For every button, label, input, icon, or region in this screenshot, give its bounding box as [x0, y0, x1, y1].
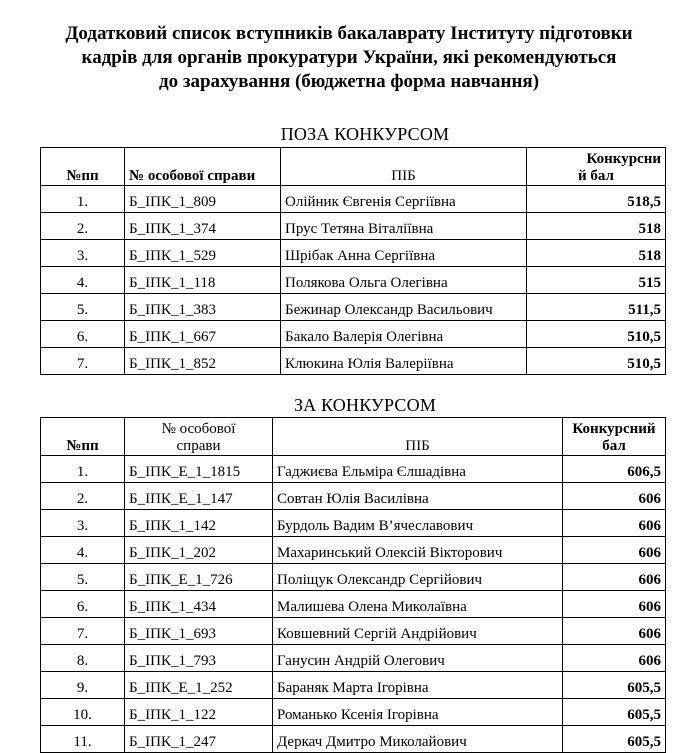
row-score: 518: [527, 213, 666, 240]
row-number: 1.: [41, 186, 125, 213]
row-number: 2.: [41, 213, 125, 240]
row-score: 606: [563, 537, 666, 564]
table-row: [41, 726, 666, 753]
row-full-name: Деркач Дмитро Миколайович: [273, 726, 563, 753]
row-number: 6.: [41, 321, 125, 348]
row-number: 7.: [41, 348, 125, 375]
header-score-line-1: Конкурсни: [586, 151, 661, 167]
row-case-number: Б_ІПК_Е_1_1815: [125, 456, 273, 483]
table-row: [41, 213, 666, 240]
row-full-name: Полякова Ольга Олегівна: [281, 267, 527, 294]
row-full-name: Бараняк Марта Ігорівна: [273, 672, 563, 699]
row-score: 606: [563, 618, 666, 645]
row-full-name: Поліщук Олександр Сергійович: [273, 564, 563, 591]
row-case-number: Б_ІПК_1_142: [125, 510, 273, 537]
table-row: [41, 456, 666, 483]
row-score: 605,5: [563, 699, 666, 726]
row-case-number: Б_ІПК_1_247: [125, 726, 273, 753]
table-row: [41, 699, 666, 726]
row-score: 606: [563, 564, 666, 591]
row-number: 4.: [41, 537, 125, 564]
row-score: 510,5: [527, 348, 666, 375]
table-row: [41, 645, 666, 672]
row-full-name: Махаринський Олексій Вікторович: [273, 537, 563, 564]
row-case-number: Б_ІПК_1_793: [125, 645, 273, 672]
row-number: 6.: [41, 591, 125, 618]
header-case: [125, 418, 273, 456]
row-score: 510,5: [527, 321, 666, 348]
row-score: 606: [563, 483, 666, 510]
row-score: 515: [527, 267, 666, 294]
row-case-number: Б_ІПК_Е_1_252: [125, 672, 273, 699]
row-case-number: Б_ІПК_1_118: [125, 267, 281, 294]
row-score: 606: [563, 510, 666, 537]
row-full-name: Бакало Валерія Олегівна: [281, 321, 527, 348]
document-title: [0, 22, 698, 94]
table-row: [41, 510, 666, 537]
table-row: [41, 564, 666, 591]
header-name: ПІБ: [273, 418, 563, 456]
row-case-number: Б_ІПК_Е_1_726: [125, 564, 273, 591]
title-line-2: кадрів для органів прокуратури України, які рекомендуються: [81, 47, 617, 68]
row-score: 511,5: [527, 294, 666, 321]
header-score: [527, 148, 666, 186]
row-number: 5.: [41, 294, 125, 321]
row-full-name: Совтан Юлія Василівна: [273, 483, 563, 510]
header-case-line-2: справи: [176, 438, 221, 454]
row-case-number: Б_ІПК_Е_1_147: [125, 483, 273, 510]
row-number: 3.: [41, 240, 125, 267]
row-full-name: Прус Тетяна Віталіївна: [281, 213, 527, 240]
row-score: 606: [563, 645, 666, 672]
row-case-number: Б_ІПК_1_122: [125, 699, 273, 726]
row-score: 606,5: [563, 456, 666, 483]
table-row: [41, 321, 666, 348]
row-full-name: Романько Ксенія Ігорівна: [273, 699, 563, 726]
row-case-number: Б_ІПК_1_852: [125, 348, 281, 375]
row-number: 4.: [41, 267, 125, 294]
table-competition: [40, 417, 666, 753]
table-row: [41, 294, 666, 321]
row-full-name: Гаджиєва Ельміра Єлшадівна: [273, 456, 563, 483]
table-row: [41, 672, 666, 699]
row-score: 518: [527, 240, 666, 267]
row-score: 605,5: [563, 672, 666, 699]
row-full-name: Ковшевний Сергій Андрійович: [273, 618, 563, 645]
table-row: [41, 348, 666, 375]
row-full-name: Бурдоль Вадим В’ячеславович: [273, 510, 563, 537]
section-title-competition: ЗА КОНКУРСОМ: [293, 395, 437, 415]
row-number: 10.: [41, 699, 125, 726]
title-line-3: до зарахування (бюджетна форма навчання): [158, 71, 540, 92]
row-score: 518,5: [527, 186, 666, 213]
header-case-line-1: № особової: [161, 421, 236, 437]
row-full-name: Шрібак Анна Сергіївна: [281, 240, 527, 267]
table-row: [41, 537, 666, 564]
table-row: [41, 186, 666, 213]
row-number: 1.: [41, 456, 125, 483]
table-row: [41, 483, 666, 510]
row-score: 605,5: [563, 726, 666, 753]
row-case-number: Б_ІПК_1_383: [125, 294, 281, 321]
row-number: 9.: [41, 672, 125, 699]
row-number: 8.: [41, 645, 125, 672]
table-row: [41, 267, 666, 294]
row-case-number: Б_ІПК_1_529: [125, 240, 281, 267]
title-line-1: Додатковий список вступників бакалаврату Інституту підготовки: [65, 23, 633, 44]
header-score: [563, 418, 666, 456]
row-full-name: Клюкина Юлія Валеріївна: [281, 348, 527, 375]
row-number: 11.: [41, 726, 125, 753]
row-case-number: Б_ІПК_1_434: [125, 591, 273, 618]
header-case: № особової справи: [125, 148, 281, 186]
section-title-out-of-competition: ПОЗА КОНКУРСОМ: [280, 124, 450, 144]
row-number: 2.: [41, 483, 125, 510]
header-score-line-2: й бал: [578, 168, 614, 184]
row-case-number: Б_ІПК_1_693: [125, 618, 273, 645]
header-name: ПІБ: [281, 148, 527, 186]
header-score-line-1: Конкурсний: [572, 421, 656, 437]
row-number: 7.: [41, 618, 125, 645]
row-full-name: Ганусин Андрій Олегович: [273, 645, 563, 672]
row-case-number: Б_ІПК_1_667: [125, 321, 281, 348]
header-num: №пп: [41, 418, 125, 456]
row-case-number: Б_ІПК_1_809: [125, 186, 281, 213]
row-full-name: Малишева Олена Миколаївна: [273, 591, 563, 618]
row-full-name: Бежинар Олександр Васильович: [281, 294, 527, 321]
table-header-row: [41, 418, 666, 456]
table-row: [41, 591, 666, 618]
header-score-line-2: бал: [602, 438, 626, 454]
table-out-of-competition: [40, 147, 666, 375]
row-number: 3.: [41, 510, 125, 537]
row-full-name: Олійник Євгенія Сергіївна: [281, 186, 527, 213]
row-case-number: Б_ІПК_1_374: [125, 213, 281, 240]
row-case-number: Б_ІПК_1_202: [125, 537, 273, 564]
header-num: №пп: [41, 148, 125, 186]
table-row: [41, 240, 666, 267]
table-header-row: [41, 148, 666, 186]
row-score: 606: [563, 591, 666, 618]
table-row: [41, 618, 666, 645]
row-number: 5.: [41, 564, 125, 591]
